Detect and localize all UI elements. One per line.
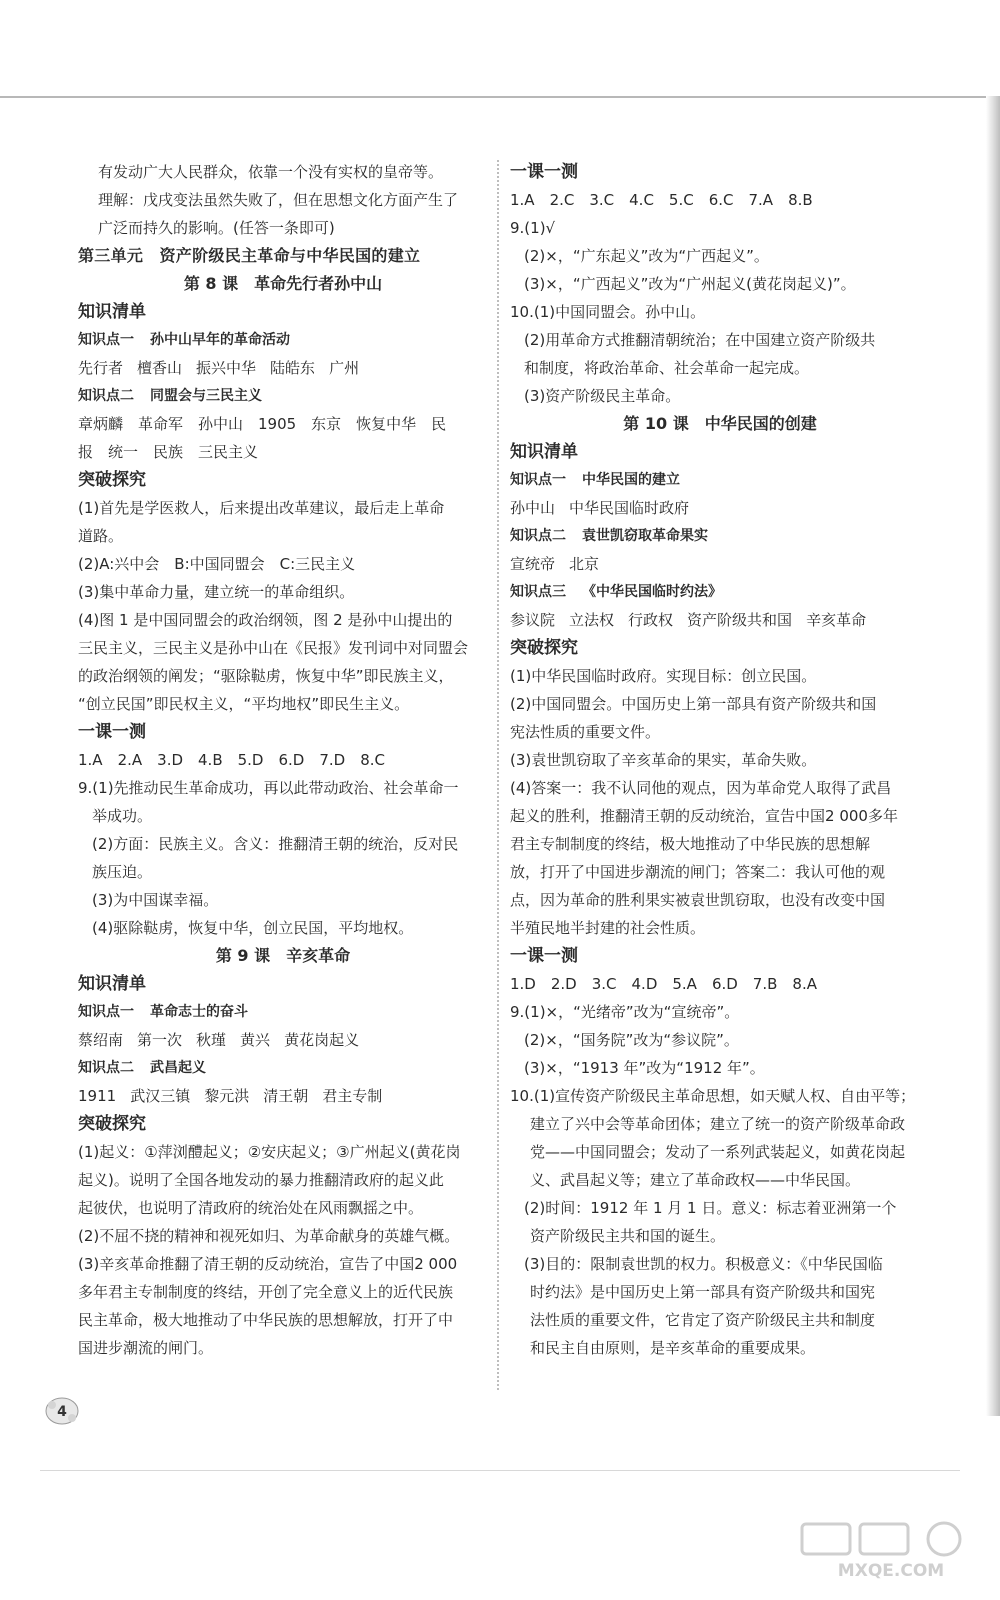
kp-title: 《中华民国临时约法》 [582,584,722,600]
kp-number: 知识点三 [510,584,566,600]
term: 先行者 [78,359,124,377]
section-knowledge-list: 知识清单 [78,302,146,322]
lesson8-title: 第 8 课 革命先行者孙中山 [183,274,383,293]
kp-title: 袁世凯窃取革命果实 [582,528,708,544]
answer-line: (4)答案一：我不认同他的观点，因为革命党人取得了武昌 [510,779,892,797]
section-knowledge-list: 知识清单 [510,442,578,462]
left-column [78,158,488,1362]
answer-line: (2)中国同盟会。中国历史上第一部具有资产阶级共和国 [510,695,877,713]
answer-line: 党——中国同盟会；发动了一系列武装起义，如黄花岗起 [530,1143,906,1161]
knowledge-point-heading [510,578,930,606]
term: 黎元洪 [204,1087,250,1105]
term: 陆皓东 [270,359,316,377]
answer-line: 道路。 [78,527,124,545]
kp-number: 知识点一 [510,472,566,488]
multiple-choice-answers: 1.A 2.A 3.D 4.B 5.D 6.D 7.D 8.C [78,751,385,769]
answer-line: 起义的胜利，推翻清王朝的反动统治，宣告中国2 000多年 [510,807,898,825]
term: 清王朝 [263,1087,309,1105]
section-breakthrough: 突破探究 [78,1114,146,1134]
section-one-lesson-test: 一课一测 [510,162,578,182]
answer-line: (3)集中革命力量，建立统一的革命组织。 [78,583,355,601]
watermark-logo-icon [796,1520,986,1582]
knowledge-point-heading [510,522,930,550]
answer-line: 半殖民地半封建的社会性质。 [510,919,706,937]
answer-line: 族压迫。 [92,863,153,881]
section-one-lesson-test: 一课一测 [510,946,578,966]
kp-terms [510,550,930,578]
answer-line: 和民主自由原则，是辛亥革命的重要成果。 [530,1339,816,1357]
page-edge-shadow [986,96,1000,1416]
knowledge-point-heading [510,466,930,494]
answer-line: (3)×，“广西起义”改为“广州起义(黄花岗起义)”。 [524,275,856,293]
answer-line: 义、武昌起义等；建立了革命政权——中华民国。 [530,1171,861,1189]
answer-line: 9.(1)√ [510,219,556,237]
kp-title: 中华民国的建立 [582,472,680,488]
answer-line: (4)驱除鞑虏，恢复中华，创立民国，平均地权。 [92,919,414,937]
right-column [510,158,930,1362]
answer-line: 建立了兴中会等革命团体；建立了统一的资产阶级革命政 [530,1115,906,1133]
kp-terms-line: 报 统一 民族 三民主义 [78,443,259,461]
term: 宣统帝 [510,555,556,573]
answer-line: (3)资产阶级民主革命。 [524,387,681,405]
kp-terms [78,354,488,382]
term: 辛亥革命 [806,611,867,629]
term: 中华民国临时政府 [569,499,690,517]
term: 檀香山 [137,359,183,377]
watermark-text: MXQE.COM [837,1561,945,1581]
knowledge-point-heading [78,326,488,354]
answer-line: 国进步潮流的闸门。 [78,1339,214,1357]
answer-line: (2)×，“广东起义”改为“广西起义”。 [524,247,769,265]
term: 第一次 [137,1031,183,1049]
answer-line: (4)图 1 是中国同盟会的政治纲领，图 2 是孙中山提出的 [78,611,453,629]
answer-line: (2)不屈不挠的精神和视死如归、为革命献身的英雄气概。 [78,1227,460,1245]
answer-line: 10.(1)中国同盟会。孙中山。 [510,303,706,321]
section-one-lesson-test: 一课一测 [78,722,146,742]
answer-line: (2)A:兴中会 B:中国同盟会 C:三民主义 [78,555,356,573]
term: 行政权 [628,611,674,629]
kp-title: 革命志士的奋斗 [150,1004,248,1020]
term: 武汉三镇 [130,1087,191,1105]
column-divider [497,160,499,1390]
answer-line: 三民主义，三民主义是孙中山在《民报》发刊词中对同盟会 [78,639,469,657]
term: 广州 [329,359,360,377]
unit-title: 第三单元 资产阶级民主革命与中华民国的建立 [78,246,421,265]
answer-line: 时约法》是中国历史上第一部具有资产阶级共和国宪 [530,1283,876,1301]
kp-number: 知识点一 [78,1004,134,1020]
kp-terms [510,494,930,522]
kp-number: 知识点二 [78,1060,134,1076]
intro-line: 理解：戊戌变法虽然失败了，但在思想文化方面产生了 [98,191,459,209]
answer-line: (2)×，“国务院”改为“参议院”。 [524,1031,739,1049]
flower-badge-icon [44,1396,80,1426]
term: 北京 [569,555,600,573]
answer-line: 起义)。说明了全国各地发动的暴力推翻清政府的起义此 [78,1171,444,1189]
answer-line: (3)袁世凯窃取了辛亥革命的果实，革命失败。 [510,751,817,769]
answer-line: (2)用革命方式推翻清朝统治；在中国建立资产阶级共 [524,331,876,349]
answer-line: 民主革命，极大地推动了中华民族的思想解放，打开了中 [78,1311,454,1329]
intro-line: 有发动广大人民群众，依靠一个没有实权的皇帝等。 [98,163,444,181]
answer-line: (3)为中国谋幸福。 [92,891,219,909]
term: 孙中山 [510,499,556,517]
answer-line: 起彼伏，也说明了清政府的统治处在风雨飘摇之中。 [78,1199,424,1217]
kp-title: 武昌起义 [150,1060,206,1076]
answer-line: 和制度，将政治革命、社会革命一起完成。 [524,359,810,377]
answer-line: (1)中华民国临时政府。实现目标：创立民国。 [510,667,817,685]
bottom-rule [40,1470,960,1471]
answer-line: (1)起义：①萍浏醴起义；②安庆起义；③广州起义(黄花岗 [78,1143,461,1161]
term: 参议院 [510,611,556,629]
kp-number: 知识点二 [78,388,134,404]
knowledge-point-heading [78,998,488,1026]
answer-line: (2)方面：民族主义。含义：推翻清王朝的统治，反对民 [92,835,459,853]
term: 资产阶级共和国 [687,611,793,629]
kp-number: 知识点二 [510,528,566,544]
answer-line: 点，因为革命的胜利果实被袁世凯窃取，也没有改变中国 [510,891,886,909]
kp-terms-line: 章炳麟 革命军 孙中山 1905 东京 恢复中华 民 [78,415,447,433]
lesson10-title: 第 10 课 中华民国的创建 [623,414,817,433]
section-breakthrough: 突破探究 [78,470,146,490]
watermark-logo [796,1520,986,1582]
multiple-choice-answers: 1.A 2.C 3.C 4.C 5.C 6.C 7.A 8.B [510,191,813,209]
answer-line: (3)目的：限制袁世凯的权力。积极意义：《中华民国临 [524,1255,883,1273]
answer-line: 宪法性质的重要文件。 [510,723,661,741]
answer-line: 资产阶级民主共和国的诞生。 [530,1227,726,1245]
answer-line: (3)辛亥革命推翻了清王朝的反动统治，宣告了中国2 000 [78,1255,458,1273]
term: 蔡绍南 [78,1031,124,1049]
answer-line: 法性质的重要文件，它肯定了资产阶级民主共和制度 [530,1311,876,1329]
kp-terms [78,1026,488,1054]
answer-line: (3)×，“1913 年”改为“1912 年”。 [524,1059,765,1077]
term: 1911 [78,1087,117,1105]
answer-line: (1)首先是学医救人，后来提出改革建议，最后走上革命 [78,499,445,517]
term: 黄兴 [240,1031,271,1049]
answer-line: 9.(1)先推动民生革命成功，再以此带动政治、社会革命一 [78,779,459,797]
answer-line: 多年君主专制制度的终结，开创了完全意义上的近代民族 [78,1283,454,1301]
answer-line: 举成功。 [92,807,153,825]
answer-line: 放，打开了中国进步潮流的闸门；答案二：我认可他的观 [510,863,886,881]
term: 振兴中华 [196,359,257,377]
answer-line: 的政治纲领的阐发；“驱除鞑虏，恢复中华”即民族主义， [78,667,454,685]
kp-terms [78,1082,488,1110]
intro-line: 广泛而持久的影响。(任答一条即可) [98,219,335,237]
answer-line: “创立民国”即民权主义，“平均地权”即民生主义。 [78,695,410,713]
kp-number: 知识点一 [78,332,134,348]
term: 秋瑾 [196,1031,227,1049]
answer-line: 10.(1)宣传资产阶级民主革命思想，如天赋人权、自由平等； [510,1087,916,1105]
kp-title: 同盟会与三民主义 [150,388,262,404]
knowledge-point-heading [78,1054,488,1082]
section-knowledge-list: 知识清单 [78,974,146,994]
knowledge-point-heading [78,382,488,410]
lesson9-title: 第 9 课 辛亥革命 [215,946,351,965]
term: 君主专制 [322,1087,383,1105]
kp-title: 孙中山早年的革命活动 [150,332,290,348]
page-number: 4 [57,1404,67,1420]
section-breakthrough: 突破探究 [510,638,578,658]
multiple-choice-answers: 1.D 2.D 3.C 4.D 5.A 6.D 7.B 8.A [510,975,817,993]
term: 立法权 [569,611,615,629]
page-number-badge [44,1396,80,1426]
term: 黄花岗起义 [284,1031,360,1049]
answer-line: 9.(1)×，“光绪帝”改为“宣统帝”。 [510,1003,740,1021]
answer-line: 君主专制制度的终结，极大地推动了中华民族的思想解 [510,835,871,853]
answer-line: (2)时间：1912 年 1 月 1 日。意义：标志着亚洲第一个 [524,1199,897,1217]
kp-terms [510,606,930,634]
top-rule [0,96,990,98]
